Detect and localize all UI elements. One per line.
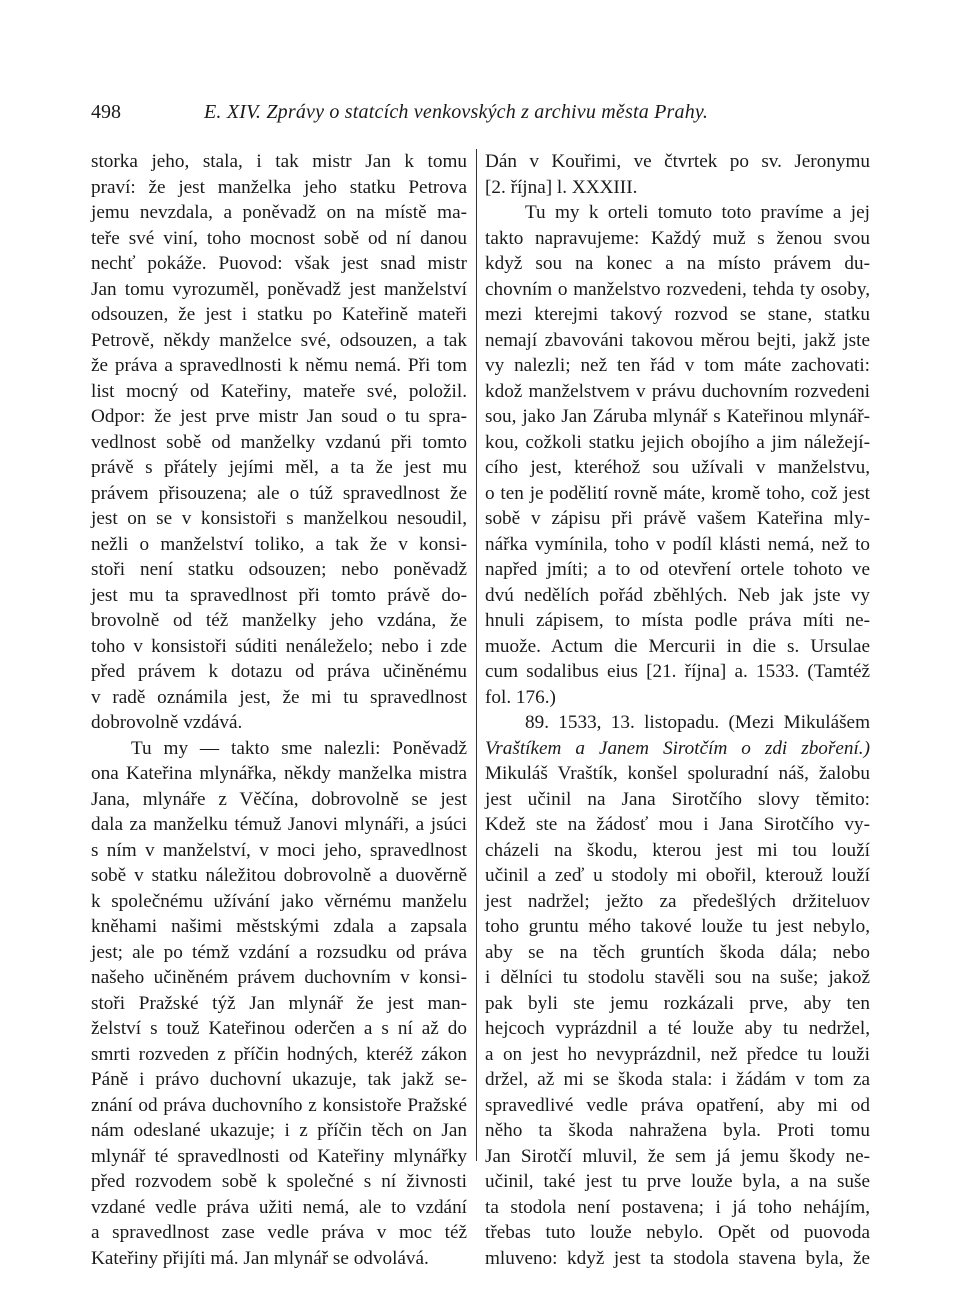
text-line: že práva a spravedlnosti k němu nemá. Při tom [91,355,467,376]
text-line: muože. Actum die Mercurii in die s. Ursulae [485,635,870,657]
text-line: znání od práva duchovního z konsistoře Pražské [91,1094,467,1116]
text-line: Tu my k orteli tomuto toto pravíme a jej [525,202,870,223]
text-line: právě s přátely jejími měl, a ta že jest mu [91,457,467,478]
text-line: vy nalezli; než ten řád v tom máte zachovati: [485,355,870,376]
right-text-column [485,149,870,1271]
text-line: nemají zbavováni takovou měrou bejti, jakž jste [485,329,870,351]
text-line: sou, jako Jan Záruba mlynář s Kateřinou mlynář- [485,406,870,427]
text-line: ona Kateřina mlynářka, někdy manželka mistra [91,763,467,784]
text-line: fol. 176.) [485,686,556,708]
text-line: vzdané vedle práva užiti nemá, ale to vzdání [91,1196,467,1218]
text-line: držel, až mi se škoda stala: i žádám v tom za [485,1069,870,1090]
text-line: dvú nedělích pořád zběhlých. Neb jak jste vy [485,584,870,606]
text-line: před rozvodem sobě k společné s ní živnosti [91,1171,467,1192]
text-line: cházeli na škodu, kterou jest mi tou louží [485,839,870,861]
text-line: teře své viní, toho mocnost sobě od ní danou [91,227,467,249]
text-line: stoři Pražské týž Jan mlynář že jest man- [91,992,467,1014]
text-line: jest učinil na Jana Sirotčího slovy těmito: [485,788,870,810]
text-line: Jan tomu vyrozuměl, poněvadž jest manželství [91,278,467,300]
text-line: právem přisouzena; ale o túž spravedlnost že [91,482,467,504]
text-line: Kateřiny přijíti má. Jan mlynář se odvolává. [91,1247,429,1269]
text-line: o ten je podělití rovně máte, kromě toho, což jest [485,482,870,504]
text-line: učinil, také jest tu prve louže byla, a na suše [485,1171,870,1192]
text-line: kou, cožkoli statku jejich obojího a jim náležejí- [485,431,870,453]
text-line: Jana, mlynáře z Věčína, dobrovolně se jest [91,788,467,810]
text-line: dala za manželku témuž Janovi mlynáři, a jsúci [91,814,467,835]
page-number: 498 [91,101,121,123]
text-line: Vraštíkem a Janem Sirotčím o zdi zboření.) [485,737,870,759]
text-line: chovním o manželstvo rozvedeni, tehda ty osoby, [485,278,870,300]
text-line: mluveno: když jest ta stodola stavena byla, že [485,1247,870,1269]
text-line: aby se na těch gruntích škoda dála; nebo [485,941,870,963]
text-line: toho gruntu mého takové louže tu jest nebylo, [485,916,870,937]
text-line: storka jeho, stala, i tak mistr Jan k tomu [91,151,467,172]
running-title: E. XIV. Zprávy o statcích venkovských z archivu města Prahy. [204,101,709,123]
text-line: před právem k dotazu od práva učiněnému [91,661,467,682]
text-line: Odpor: že jest prve mistr Jan soud o tu spra- [91,406,467,427]
text-line: jemu nevzdala, a poněvadž on na místě ma- [91,202,467,223]
text-line: spravedlivé vedle práva opatření, aby mi od [485,1094,870,1116]
text-line: a on jest ho nevyprázdnil, než předce tu louži [485,1043,870,1065]
text-line: Jan Sirotčí mluvil, že sem já jemu škody ne- [485,1145,870,1167]
text-line: [2. října] l. XXXIII. [485,176,638,198]
text-line: želství s touž Kateřinou oderčen a s ní až do [91,1018,467,1039]
text-line: nářka vymínila, toho v podíl klásti nemá, než to [485,533,870,555]
text-line: Páně i právo duchovní ukazuje, tak jakž se- [91,1069,467,1090]
text-line: něho ta škoda nahražena byla. Proti tomu [485,1120,870,1141]
text-line: sobě v zápisu při právě vašem Kateřina mly- [485,508,870,529]
text-line: nechť pokáže. Puovod: však jest snad mistr [91,253,467,274]
text-line: jest; ale po témž vzdání a rozsudku od práva [91,941,467,963]
text-line: učinil a zeď u stodoly mi obořil, kterouž louží [485,865,870,886]
text-line: nežli o manželství toliko, a tak že v konsi- [91,533,467,555]
text-line: praví: že jest manželka jeho statku Petrova [91,176,467,198]
text-line: Kdež ste na žádosť mou i Jana Sirotčího vy- [485,814,870,835]
text-line: cum sodalibus eius [21. října] a. 1533. (Tamtéž [485,661,870,682]
text-line: našeho učiněném právem duchovním v konsi- [91,967,467,988]
text-line: cího jest, kteréhož sou užívali v manželstvu, [485,457,870,478]
text-line: když sou na konec a na místo právem du- [485,253,870,274]
left-text-column [91,149,467,1271]
text-line: Dán v Kouřimi, ve čtvrtek po sv. Jeronymu [485,151,870,172]
text-line: s ním v manželství, v moci jeho, spravedlnost [91,839,467,861]
text-line: jest mu ta spravedlnost při tomto právě do- [91,584,467,606]
text-line: napřed jmíti; a to od otevření ortele tohoto ve [485,559,870,580]
text-line: takto napravujeme: Každý muž s ženou svou [485,227,870,249]
text-line: list mocný od Kateřiny, mateře své, položil. [91,380,467,402]
text-line: pak byli ste jemu rozkázali prve, aby ten [485,992,870,1014]
text-line: odsouzen, že jest i statku po Kateřině mateři [91,304,467,325]
text-line: hnuli zápisem, to místa podle práva míti ne- [485,610,870,631]
text-line: v radě oznámila jest, že mi tu spravedlnost [91,686,467,708]
text-line: třebas tuto louže nebylo. Opět od puovoda [485,1222,870,1243]
text-line: kdož manželstvem v právu duchovním rozvedeni [485,380,870,402]
text-line: nám odeslané ukazuje; i z příčin těch on Jan [91,1120,467,1141]
text-line: mlynář té spravedlnosti od Kateřiny mlynářky [91,1145,467,1167]
text-line: a spravedlnost zase vedle práva v moc též [91,1222,467,1243]
text-line: Tu my — takto sme nalezli: Poněvadž [131,737,467,759]
text-line: hejcoch vyprázdnil a té louže aby tu nedržel, [485,1018,870,1039]
text-line: vedlnost sobě od manželky vzdanú při tomto [91,431,467,453]
text-line: sobě v statku náležitou dobrovolně a duověrně [91,865,467,886]
text-line: 89. 1533, 13. listopadu. (Mezi Mikulášem [525,712,870,733]
text-line: jest nadržel; ježto za předešlých držiteluov [485,890,870,912]
text-line: mezi kterejmi takový rozvod se stane, statku [485,304,870,325]
text-line: jest on se v konsistoři s manželkou nesoudil, [91,508,467,529]
text-line: toho v konsistoři súditi nenáleželo; nebo i zde [91,635,467,657]
column-divider [476,149,477,1161]
text-line: ta stodola není postavena; i já toho nehájím, [485,1196,870,1218]
text-line: smrti rozveden z příčin hodných, kteréž zákon [91,1043,467,1065]
text-line: stoři není statku odsouzen; nebo poněvadž [91,559,467,580]
text-line: dobrovolně vzdává. [91,712,243,733]
text-line: Mikuláš Vraštík, konšel spoluradní náš, žalobu [485,763,870,784]
text-line: kněhami našimi městskými zdala a zapsala [91,916,467,937]
text-line: i dělníci tu stodolu stavěli sou na suše; jakož [485,967,870,988]
page-header [91,101,880,131]
text-line: k společnému užívání jako věrnému manželu [91,890,467,912]
text-line: brovolně od též manželky jeho vzdána, že [91,610,467,631]
text-line: Petrově, někdy manželce své, odsouzen, a tak [91,329,467,351]
